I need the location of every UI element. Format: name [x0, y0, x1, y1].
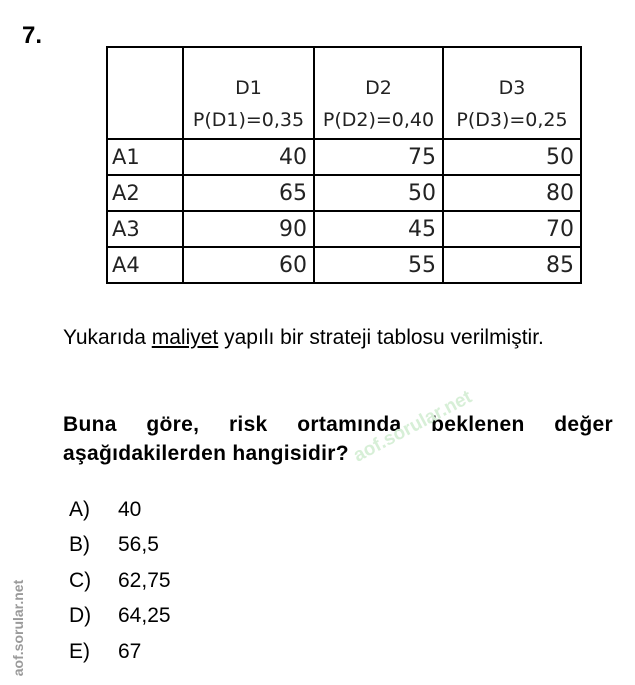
option-letter: D) [69, 604, 92, 628]
option-b[interactable] [69, 528, 171, 564]
question-number: 7. [22, 22, 43, 49]
table-cell: 90 [183, 211, 314, 247]
table-cell: 40 [183, 139, 314, 175]
row-label: A2 [107, 175, 183, 211]
question-prompt [63, 323, 613, 352]
table-cell: 75 [314, 139, 443, 175]
table-row [107, 247, 581, 283]
table-cell: 70 [443, 211, 581, 247]
column-header-d2 [314, 47, 443, 139]
column-name: D3 [498, 77, 526, 99]
row-label: A1 [107, 139, 183, 175]
option-e[interactable] [69, 634, 171, 670]
table-corner-cell [107, 47, 183, 139]
column-header-d3 [443, 47, 581, 139]
option-text: 56,5 [118, 533, 159, 557]
option-text: 62,75 [118, 568, 171, 592]
table-cell: 55 [314, 247, 443, 283]
table-cell: 60 [183, 247, 314, 283]
option-c[interactable] [69, 563, 171, 599]
column-name: D2 [365, 77, 392, 99]
row-label: A3 [107, 211, 183, 247]
watermark-side: aof.sorular.net [10, 579, 27, 677]
column-probability: P(D2)=0,40 [322, 109, 435, 131]
table-row [107, 139, 581, 175]
column-header-d1 [183, 47, 314, 139]
table-cell: 45 [314, 211, 443, 247]
column-probability: P(D1)=0,35 [192, 109, 305, 131]
option-letter: E) [69, 639, 90, 663]
table-cell: 50 [314, 175, 443, 211]
option-text: 67 [118, 639, 142, 663]
option-text: 64,25 [118, 604, 171, 628]
strategy-table [106, 46, 582, 284]
table-cell: 85 [443, 247, 581, 283]
table-row [107, 175, 581, 211]
table-cell: 80 [443, 175, 581, 211]
option-text: 40 [118, 497, 142, 521]
row-label: A4 [107, 247, 183, 283]
column-probability: P(D3)=0,25 [456, 109, 568, 131]
watermark-diagonal: aof.sorular.net [350, 386, 476, 467]
option-d[interactable] [69, 599, 171, 635]
prompt-text: yapılı bir strateji tablosu verilmiştir. [224, 326, 544, 349]
option-a[interactable] [69, 492, 171, 528]
column-name: D1 [235, 77, 262, 99]
table-header-row [107, 47, 581, 139]
question-stem: Buna göre, risk ortamında beklenen değer aşağıdakilerden hangisidir? [63, 413, 613, 465]
table-cell: 50 [443, 139, 581, 175]
prompt-text: Yukarıda [63, 326, 146, 349]
option-letter: A) [69, 497, 90, 521]
answer-options [69, 492, 171, 670]
table-row [107, 211, 581, 247]
prompt-underlined-word: maliyet [151, 326, 219, 349]
option-letter: B) [69, 533, 90, 557]
option-letter: C) [69, 568, 92, 592]
table-cell: 65 [183, 175, 314, 211]
